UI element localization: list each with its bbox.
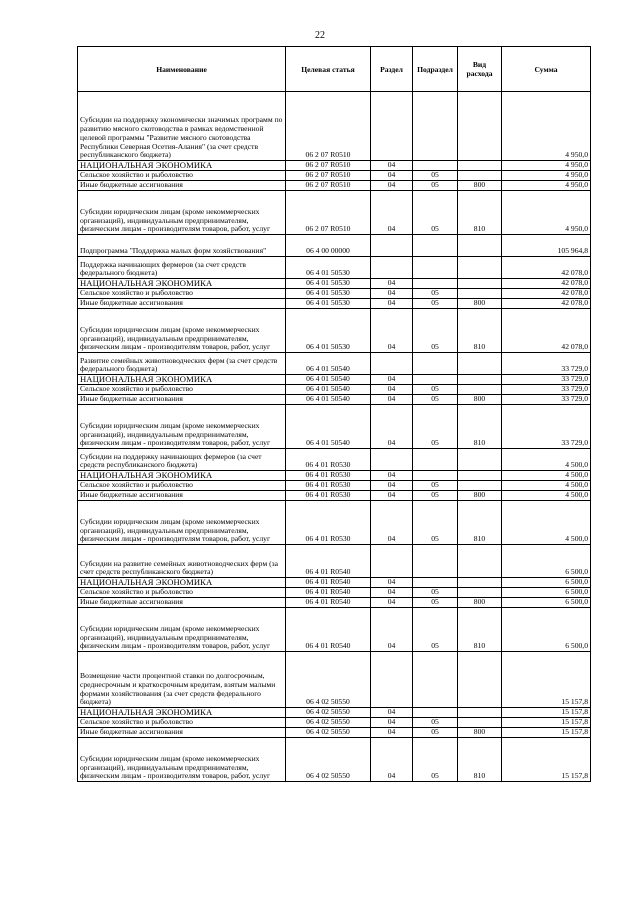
cell-sum: 42 078,0	[502, 257, 591, 279]
cell-sum: 6 500,0	[502, 545, 591, 578]
cell-name: НАЦИОНАЛЬНАЯ ЭКОНОМИКА	[78, 375, 286, 385]
header-kind: Вид расхода	[458, 47, 502, 92]
table-row	[78, 405, 591, 449]
cell-sum: 4 500,0	[502, 481, 591, 491]
cell-section	[371, 652, 413, 708]
page-number: 22	[315, 30, 325, 41]
cell-kind: 810	[458, 191, 502, 235]
cell-target: 06 2 07 R0510	[286, 161, 371, 171]
cell-sum: 105 964,8	[502, 235, 591, 257]
cell-subsection: 05	[413, 299, 458, 309]
cell-target: 06 4 01 50530	[286, 299, 371, 309]
cell-target: 06 4 01 R0530	[286, 491, 371, 501]
table-row	[78, 578, 591, 588]
cell-section: 04	[371, 289, 413, 299]
cell-section	[371, 257, 413, 279]
cell-name: Субсидии юридическим лицам (кроме некоммерческих организаций), индивидуальным предпринимателям, физическим лицам - производителям товаров, работ, услуг	[78, 608, 286, 652]
cell-subsection	[413, 235, 458, 257]
cell-kind: 810	[458, 608, 502, 652]
cell-name: Подпрограмма "Поддержка малых форм хозяйствования"	[78, 235, 286, 257]
cell-target: 06 4 02 50550	[286, 728, 371, 738]
cell-subsection: 05	[413, 491, 458, 501]
table-row	[78, 289, 591, 299]
cell-subsection: 05	[413, 728, 458, 738]
table-row	[78, 728, 591, 738]
cell-kind	[458, 257, 502, 279]
cell-name: Субсидии на поддержку начинающих фермеров (за счет средств республиканского бюджета)	[78, 449, 286, 471]
cell-section: 04	[371, 375, 413, 385]
cell-sum: 4 950,0	[502, 171, 591, 181]
cell-target: 06 4 01 R0540	[286, 598, 371, 608]
cell-subsection: 05	[413, 171, 458, 181]
cell-section	[371, 545, 413, 578]
cell-kind	[458, 578, 502, 588]
cell-section: 04	[371, 299, 413, 309]
table-row	[78, 92, 591, 161]
cell-section	[371, 353, 413, 375]
table-row	[78, 449, 591, 471]
cell-kind: 810	[458, 309, 502, 353]
cell-target: 06 4 01 50540	[286, 395, 371, 405]
cell-kind	[458, 588, 502, 598]
cell-target: 06 4 01 R0540	[286, 588, 371, 598]
cell-target: 06 4 01 R0530	[286, 501, 371, 545]
table-row	[78, 708, 591, 718]
table-row	[78, 191, 591, 235]
cell-target: 06 4 01 50530	[286, 279, 371, 289]
cell-target: 06 4 01 R0530	[286, 449, 371, 471]
cell-name: НАЦИОНАЛЬНАЯ ЭКОНОМИКА	[78, 708, 286, 718]
cell-sum: 33 729,0	[502, 353, 591, 375]
cell-kind: 800	[458, 299, 502, 309]
table-row	[78, 257, 591, 279]
table-row	[78, 181, 591, 191]
cell-sum: 6 500,0	[502, 608, 591, 652]
cell-name: Сельское хозяйство и рыболовство	[78, 171, 286, 181]
cell-section	[371, 235, 413, 257]
cell-sum: 4 500,0	[502, 449, 591, 471]
cell-subsection: 05	[413, 481, 458, 491]
cell-subsection	[413, 375, 458, 385]
cell-name: Иные бюджетные ассигнования	[78, 598, 286, 608]
cell-target: 06 4 02 50550	[286, 652, 371, 708]
cell-kind	[458, 471, 502, 481]
cell-target: 06 2 07 R0510	[286, 181, 371, 191]
table-row	[78, 279, 591, 289]
cell-subsection	[413, 353, 458, 375]
cell-sum: 6 500,0	[502, 588, 591, 598]
cell-target: 06 2 07 R0510	[286, 92, 371, 161]
cell-sum: 42 078,0	[502, 289, 591, 299]
cell-subsection	[413, 92, 458, 161]
table-row	[78, 738, 591, 782]
cell-kind	[458, 718, 502, 728]
table-row	[78, 309, 591, 353]
table-row	[78, 608, 591, 652]
cell-target: 06 4 01 50540	[286, 405, 371, 449]
table-row	[78, 718, 591, 728]
header-sum: Сумма	[502, 47, 591, 92]
cell-subsection: 05	[413, 289, 458, 299]
cell-section: 04	[371, 608, 413, 652]
cell-sum: 33 729,0	[502, 395, 591, 405]
cell-section: 04	[371, 385, 413, 395]
cell-name: НАЦИОНАЛЬНАЯ ЭКОНОМИКА	[78, 161, 286, 171]
cell-section: 04	[371, 491, 413, 501]
cell-section: 04	[371, 728, 413, 738]
cell-target: 06 2 07 R0510	[286, 171, 371, 181]
cell-sum: 33 729,0	[502, 375, 591, 385]
cell-kind	[458, 375, 502, 385]
cell-subsection: 05	[413, 405, 458, 449]
cell-sum: 42 078,0	[502, 279, 591, 289]
cell-subsection	[413, 257, 458, 279]
cell-subsection	[413, 708, 458, 718]
cell-sum: 6 500,0	[502, 598, 591, 608]
cell-name: НАЦИОНАЛЬНАЯ ЭКОНОМИКА	[78, 578, 286, 588]
header-subsection: Подраздел	[413, 47, 458, 92]
cell-name: Субсидии на развитие семейных животноводческих ферм (за счет средств республиканского бюджета)	[78, 545, 286, 578]
table-row	[78, 171, 591, 181]
cell-subsection: 05	[413, 608, 458, 652]
cell-kind	[458, 289, 502, 299]
cell-kind: 800	[458, 491, 502, 501]
cell-target: 06 4 02 50550	[286, 708, 371, 718]
table-row	[78, 471, 591, 481]
cell-name: Иные бюджетные ассигнования	[78, 395, 286, 405]
cell-section: 04	[371, 279, 413, 289]
cell-section: 04	[371, 501, 413, 545]
cell-name: Сельское хозяйство и рыболовство	[78, 481, 286, 491]
cell-kind	[458, 279, 502, 289]
cell-kind: 810	[458, 501, 502, 545]
cell-target: 06 4 02 50550	[286, 718, 371, 728]
table-row	[78, 588, 591, 598]
cell-kind	[458, 92, 502, 161]
cell-name: Сельское хозяйство и рыболовство	[78, 718, 286, 728]
cell-target: 06 4 01 50540	[286, 375, 371, 385]
cell-name: НАЦИОНАЛЬНАЯ ЭКОНОМИКА	[78, 471, 286, 481]
cell-sum: 15 157,8	[502, 718, 591, 728]
cell-name: Иные бюджетные ассигнования	[78, 181, 286, 191]
table-row	[78, 353, 591, 375]
cell-name: Возмещение части процентной ставки по долгосрочным, среднесрочным и краткосрочным кредитам, взятым малыми формами хозяйствования (за счет средств федерального бюджета)	[78, 652, 286, 708]
cell-subsection	[413, 471, 458, 481]
cell-kind	[458, 171, 502, 181]
cell-section: 04	[371, 395, 413, 405]
table-row	[78, 545, 591, 578]
cell-section: 04	[371, 588, 413, 598]
cell-subsection	[413, 652, 458, 708]
cell-subsection	[413, 578, 458, 588]
cell-name: Сельское хозяйство и рыболовство	[78, 588, 286, 598]
cell-kind	[458, 161, 502, 171]
cell-name: Иные бюджетные ассигнования	[78, 728, 286, 738]
cell-kind: 800	[458, 728, 502, 738]
header-name: Наименование	[78, 47, 286, 92]
cell-sum: 6 500,0	[502, 578, 591, 588]
cell-section	[371, 449, 413, 471]
cell-kind	[458, 545, 502, 578]
cell-name: Сельское хозяйство и рыболовство	[78, 385, 286, 395]
cell-target: 06 2 07 R0510	[286, 191, 371, 235]
table-row	[78, 652, 591, 708]
cell-subsection	[413, 279, 458, 289]
cell-subsection: 05	[413, 395, 458, 405]
cell-kind	[458, 385, 502, 395]
cell-subsection: 05	[413, 738, 458, 782]
cell-target: 06 4 01 50540	[286, 353, 371, 375]
cell-sum: 33 729,0	[502, 385, 591, 395]
table-row	[78, 385, 591, 395]
table-body	[78, 92, 591, 782]
cell-sum: 4 500,0	[502, 501, 591, 545]
cell-target: 06 4 00 00000	[286, 235, 371, 257]
table-row	[78, 375, 591, 385]
cell-target: 06 4 01 50540	[286, 385, 371, 395]
table-row	[78, 299, 591, 309]
cell-target: 06 4 01 50530	[286, 257, 371, 279]
cell-target: 06 4 01 R0540	[286, 578, 371, 588]
cell-target: 06 4 01 R0530	[286, 471, 371, 481]
cell-section: 04	[371, 161, 413, 171]
cell-name: НАЦИОНАЛЬНАЯ ЭКОНОМИКА	[78, 279, 286, 289]
cell-subsection	[413, 161, 458, 171]
cell-subsection: 05	[413, 598, 458, 608]
cell-section: 04	[371, 598, 413, 608]
cell-target: 06 4 01 R0540	[286, 608, 371, 652]
cell-sum: 15 157,8	[502, 708, 591, 718]
cell-subsection: 05	[413, 385, 458, 395]
cell-section: 04	[371, 171, 413, 181]
cell-kind	[458, 652, 502, 708]
table-row	[78, 481, 591, 491]
cell-name: Иные бюджетные ассигнования	[78, 299, 286, 309]
cell-kind	[458, 353, 502, 375]
cell-kind: 800	[458, 598, 502, 608]
cell-sum: 4 950,0	[502, 92, 591, 161]
cell-section: 04	[371, 481, 413, 491]
header-target: Целевая статья	[286, 47, 371, 92]
cell-section: 04	[371, 708, 413, 718]
cell-section: 04	[371, 191, 413, 235]
cell-sum: 4 950,0	[502, 161, 591, 171]
cell-name: Сельское хозяйство и рыболовство	[78, 289, 286, 299]
cell-target: 06 4 01 50530	[286, 309, 371, 353]
cell-kind	[458, 449, 502, 471]
cell-target: 06 4 01 R0540	[286, 545, 371, 578]
cell-subsection: 05	[413, 191, 458, 235]
cell-subsection	[413, 449, 458, 471]
cell-section: 04	[371, 718, 413, 728]
cell-subsection: 05	[413, 501, 458, 545]
cell-name: Субсидии юридическим лицам (кроме некоммерческих организаций), индивидуальным предпринимателям, физическим лицам - производителям товаров, работ, услуг	[78, 738, 286, 782]
cell-section	[371, 92, 413, 161]
cell-sum: 4 950,0	[502, 181, 591, 191]
cell-sum: 4 950,0	[502, 191, 591, 235]
cell-name: Субсидии юридическим лицам (кроме некоммерческих организаций), индивидуальным предпринимателям, физическим лицам - производителям товаров, работ, услуг	[78, 191, 286, 235]
cell-sum: 15 157,8	[502, 652, 591, 708]
cell-name: Иные бюджетные ассигнования	[78, 491, 286, 501]
cell-name: Субсидии юридическим лицам (кроме некоммерческих организаций), индивидуальным предпринимателям, физическим лицам - производителям товаров, работ, услуг	[78, 309, 286, 353]
cell-section: 04	[371, 471, 413, 481]
cell-kind	[458, 235, 502, 257]
cell-sum: 15 157,8	[502, 738, 591, 782]
cell-name: Субсидии на поддержку экономически значимых программ по развитию мясного скотоводства в рамках ведомственной целевой программы "Развитие мясного скотоводства Республики Северная Осетия-Алания" (за счет средств республиканского бюджета)	[78, 92, 286, 161]
cell-subsection: 05	[413, 309, 458, 353]
cell-name: Субсидии юридическим лицам (кроме некоммерческих организаций), индивидуальным предпринимателям, физическим лицам - производителям товаров, работ, услуг	[78, 405, 286, 449]
table-row	[78, 395, 591, 405]
cell-sum: 15 157,8	[502, 728, 591, 738]
cell-section: 04	[371, 309, 413, 353]
cell-target: 06 4 02 50550	[286, 738, 371, 782]
cell-target: 06 4 01 R0530	[286, 481, 371, 491]
cell-name: Развитие семейных животноводческих ферм (за счет средств федерального бюджета)	[78, 353, 286, 375]
cell-kind	[458, 708, 502, 718]
cell-kind: 810	[458, 738, 502, 782]
cell-kind: 800	[458, 181, 502, 191]
cell-sum: 42 078,0	[502, 309, 591, 353]
table-row	[78, 235, 591, 257]
cell-section: 04	[371, 738, 413, 782]
cell-name: Субсидии юридическим лицам (кроме некоммерческих организаций), индивидуальным предпринимателям, физическим лицам - производителям товаров, работ, услуг	[78, 501, 286, 545]
table-row	[78, 491, 591, 501]
cell-sum: 42 078,0	[502, 299, 591, 309]
cell-sum: 33 729,0	[502, 405, 591, 449]
table-row	[78, 161, 591, 171]
cell-subsection: 05	[413, 588, 458, 598]
cell-kind: 800	[458, 395, 502, 405]
cell-kind	[458, 481, 502, 491]
cell-subsection: 05	[413, 718, 458, 728]
cell-target: 06 4 01 50530	[286, 289, 371, 299]
header-section: Раздел	[371, 47, 413, 92]
cell-subsection	[413, 545, 458, 578]
cell-kind: 810	[458, 405, 502, 449]
cell-section: 04	[371, 578, 413, 588]
cell-section: 04	[371, 405, 413, 449]
cell-section: 04	[371, 181, 413, 191]
budget-table	[77, 46, 591, 782]
cell-name: Поддержка начинающих фермеров (за счет средств федерального бюджета)	[78, 257, 286, 279]
table-row	[78, 598, 591, 608]
cell-subsection: 05	[413, 181, 458, 191]
cell-sum: 4 500,0	[502, 491, 591, 501]
header-row	[78, 47, 591, 92]
table-row	[78, 501, 591, 545]
cell-sum: 4 500,0	[502, 471, 591, 481]
